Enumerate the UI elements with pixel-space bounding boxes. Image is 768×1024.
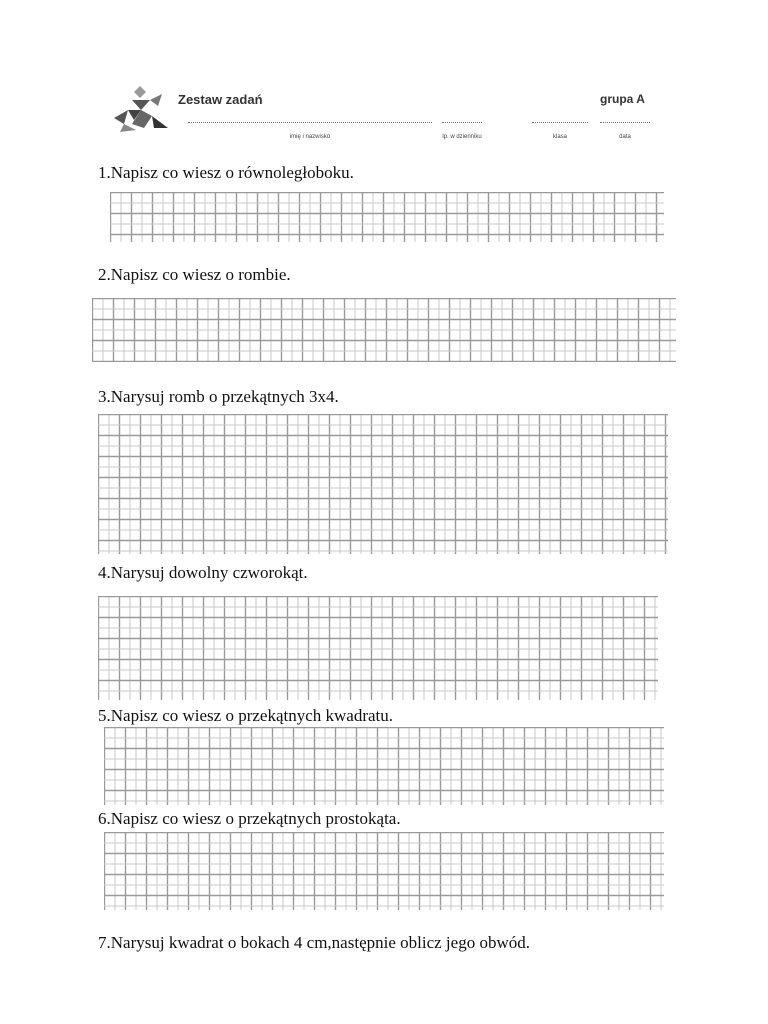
task-3-text: 3.Narysuj romb o przekątnych 3x4. xyxy=(98,387,339,406)
tangram-runner-logo xyxy=(110,84,174,136)
class-field-label: klasa xyxy=(552,134,567,140)
name-field-line xyxy=(188,122,432,123)
date-field-line xyxy=(600,122,650,123)
grid-lines xyxy=(104,727,664,805)
register-number-field-label: lp. w dzienniku xyxy=(442,134,482,140)
grid-lines xyxy=(98,414,668,554)
task-4-text: 4.Narysuj dowolny czworokąt. xyxy=(98,563,308,582)
worksheet-title: Zestaw zadań xyxy=(178,92,263,107)
task-1-text: 1.Napisz co wiesz o równoległoboku. xyxy=(98,163,354,182)
task-6-answer-grid[interactable] xyxy=(104,832,664,910)
name-field-label: imię i nazwisko xyxy=(289,134,331,140)
grid-lines xyxy=(98,596,658,700)
grid-lines xyxy=(92,298,676,362)
task-1-answer-grid[interactable] xyxy=(110,192,664,242)
task-4-answer-grid[interactable] xyxy=(98,596,658,700)
grid-lines xyxy=(110,192,664,242)
grid-lines xyxy=(104,832,664,910)
task-2-answer-grid[interactable] xyxy=(92,298,676,362)
date-field-label: data xyxy=(619,134,631,140)
worksheet-header xyxy=(110,84,670,146)
task-7-text: 7.Narysuj kwadrat o bokach 4 cm,następnie oblicz jego obwód. xyxy=(98,933,530,952)
register-number-field-line xyxy=(442,122,482,123)
task-5-text: 5.Napisz co wiesz o przekątnych kwadratu. xyxy=(98,706,394,725)
group-label: grupa A xyxy=(600,92,645,106)
class-field-line xyxy=(532,122,588,123)
task-2-text: 2.Napisz co wiesz o rombie. xyxy=(98,265,291,284)
task-5-answer-grid[interactable] xyxy=(104,727,664,805)
task-6-text: 6.Napisz co wiesz o przekątnych prostokąta. xyxy=(98,809,401,828)
task-3-answer-grid[interactable] xyxy=(98,414,668,554)
